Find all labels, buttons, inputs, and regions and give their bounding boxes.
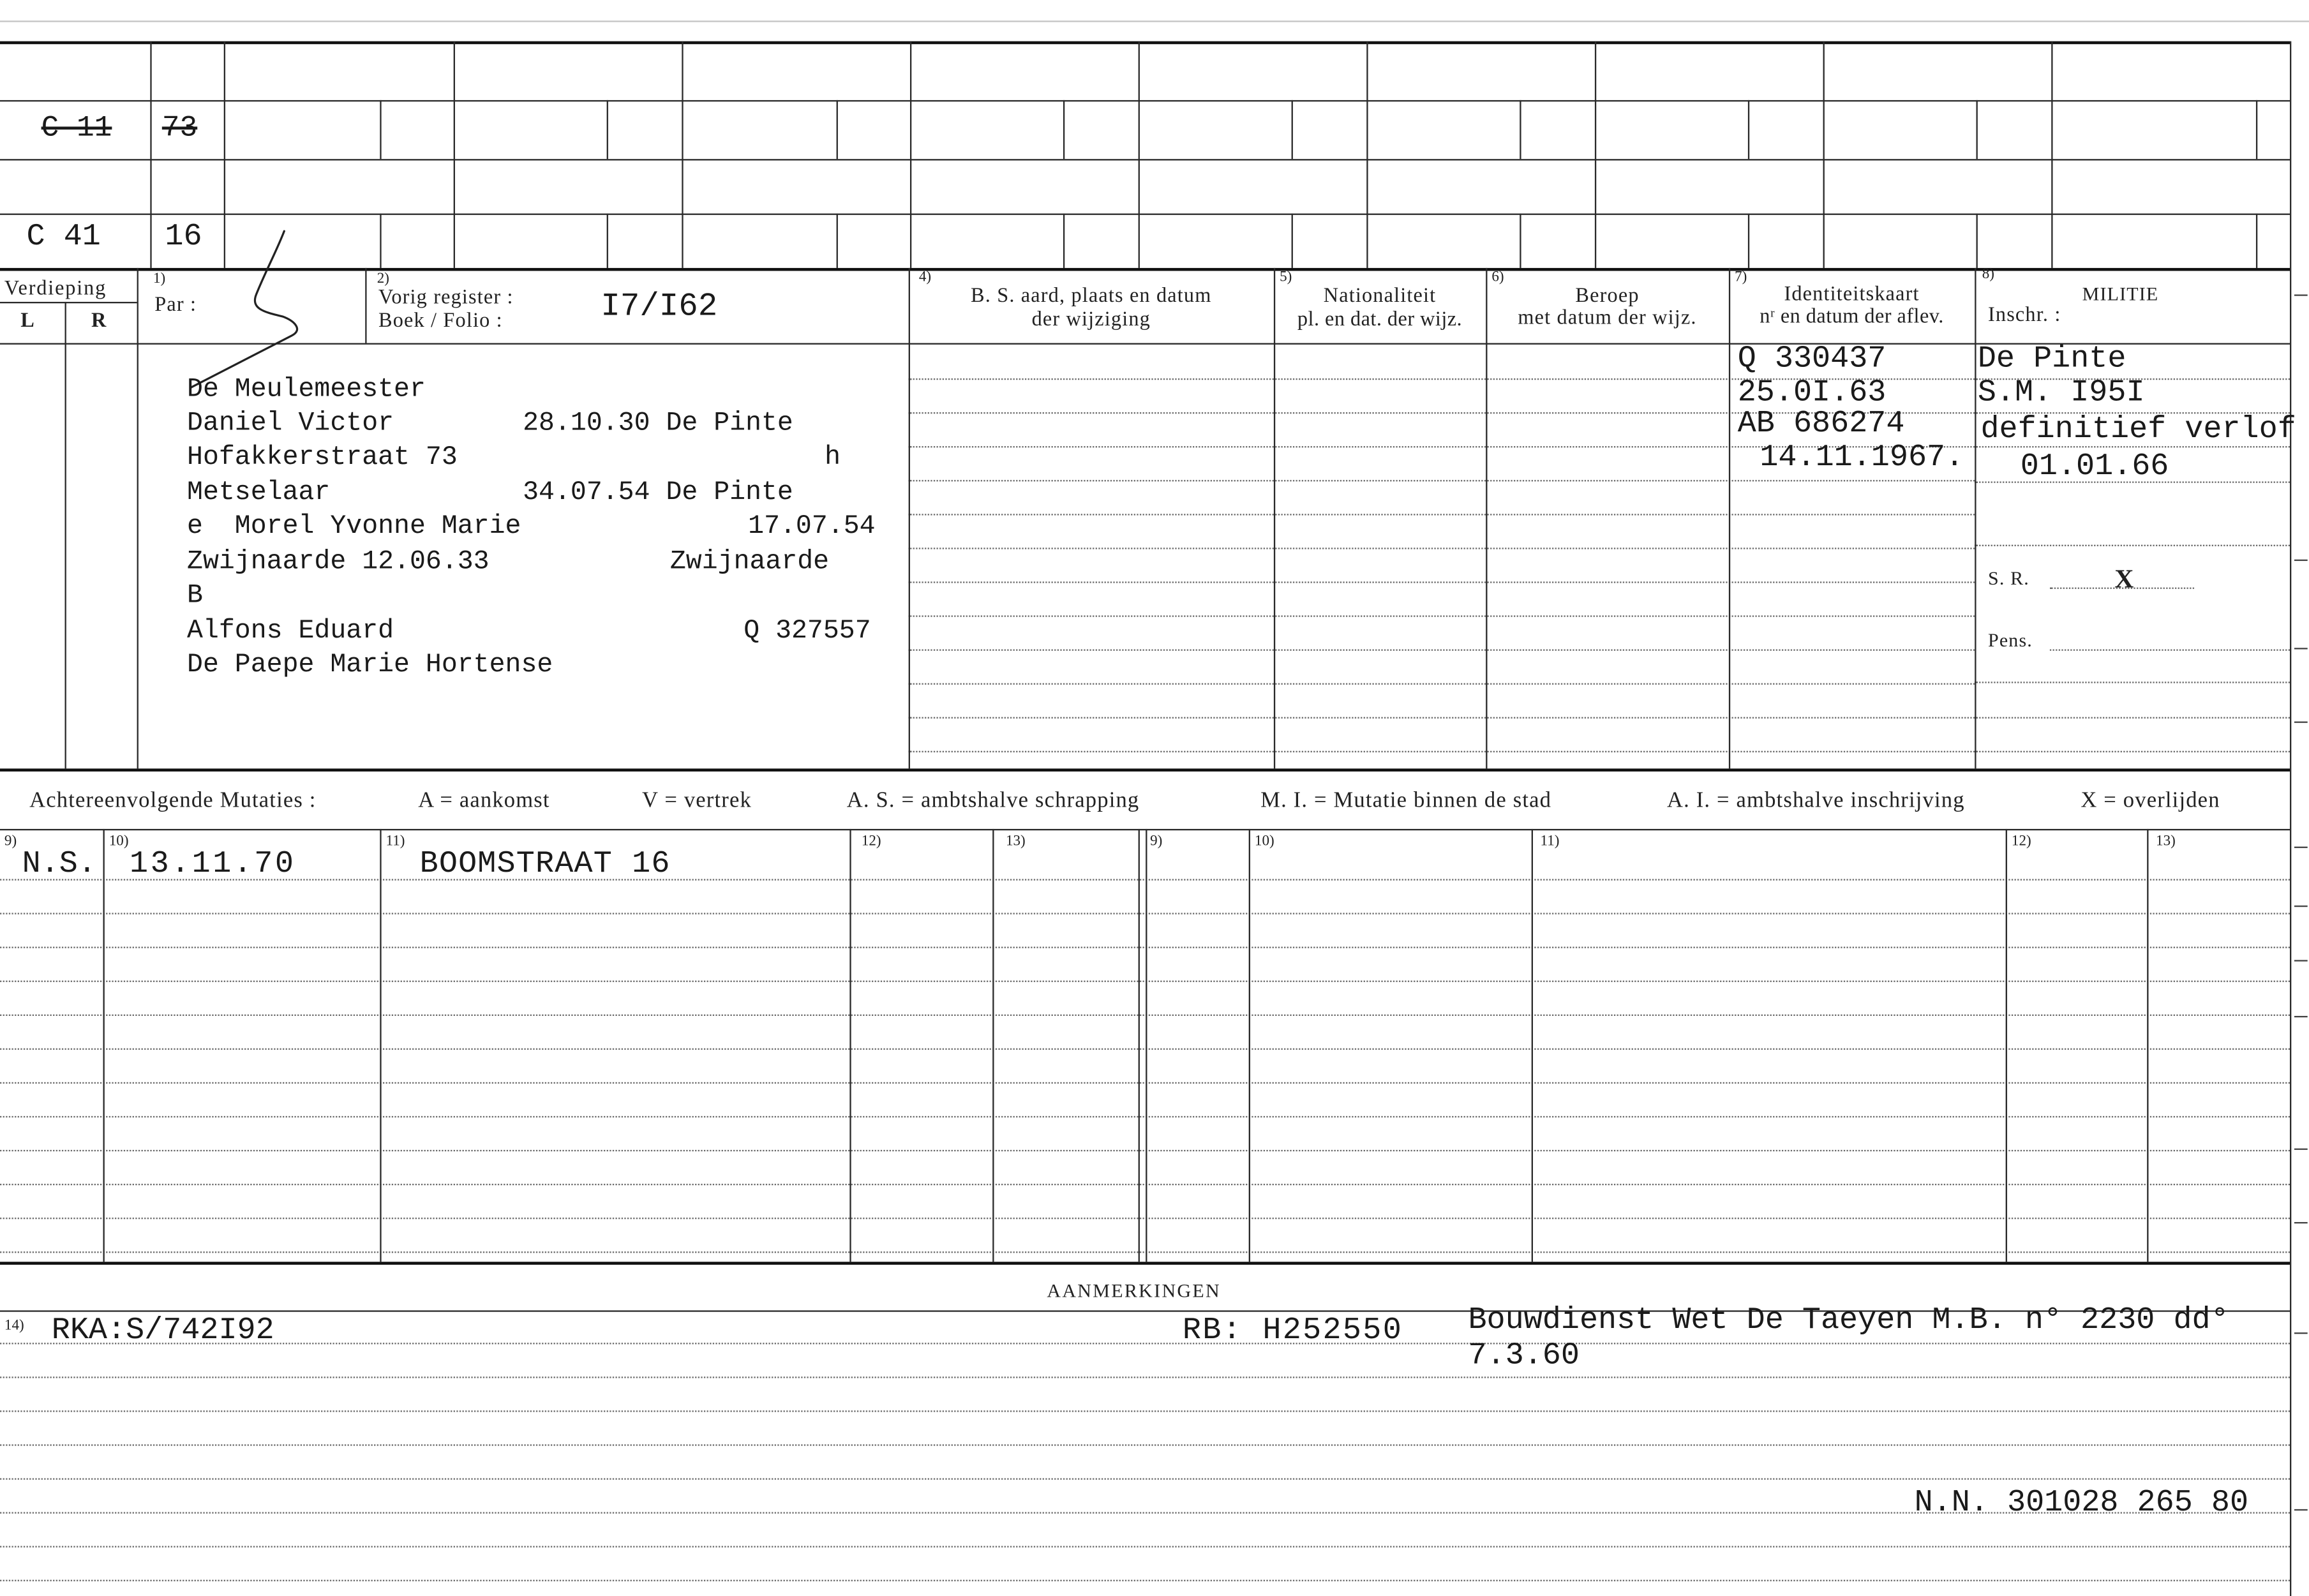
- rule-line: [0, 41, 2290, 45]
- rule-line: [0, 1580, 2290, 1581]
- spouse-birth-place-date: Zwijnaarde 12.06.33: [187, 548, 489, 578]
- rule-line: [103, 829, 105, 1262]
- spouse-date: 17.07.54: [748, 512, 876, 542]
- identity-card-number-2: AB 686274: [1737, 408, 1905, 442]
- rule-line: [909, 581, 1975, 583]
- rule-line: [1975, 268, 1976, 768]
- bs-header-line-2: der wijziging: [1031, 309, 1151, 332]
- legend-ambtshalve-inschrijving: A. I. = ambtshalve inschrijving: [1666, 789, 1965, 813]
- identity-card-number: Q 330437: [1737, 343, 1887, 377]
- struck-register-ref: C 11: [41, 112, 112, 146]
- rule-line: [2051, 41, 2052, 268]
- militie-status: definitief verlof: [1980, 414, 2296, 448]
- rule-line: [0, 913, 2290, 914]
- rule-line: [1532, 829, 1533, 1262]
- rule-line: [1748, 100, 1749, 159]
- rule-line: [65, 302, 66, 768]
- rule-line: [380, 214, 381, 268]
- rule-line: [0, 1015, 2290, 1016]
- rule-line: [1146, 829, 1147, 1262]
- militie-header: MILITIE: [2082, 282, 2159, 305]
- rule-line: [2294, 1509, 2308, 1510]
- rule-line: [0, 214, 2290, 215]
- rule-line: [910, 41, 911, 268]
- mutations-title: Achtereenvolgende Mutaties :: [29, 789, 317, 813]
- bs-header-line-1: B. S. aard, plaats en datum: [971, 285, 1212, 308]
- rule-line: [0, 1251, 2290, 1253]
- identiteitskaart-header-line-1: Identiteitskaart: [1784, 284, 1920, 306]
- rule-line: [2294, 1016, 2308, 1017]
- field-1-number: 1): [153, 271, 166, 287]
- remark-national-number: N.N. 301028 265 80: [1914, 1487, 2249, 1521]
- rule-line: [0, 1048, 2290, 1050]
- rule-line: [2256, 214, 2257, 268]
- remark-rb: RB: H252550: [1182, 1315, 1403, 1349]
- rule-line: [0, 343, 2290, 345]
- rule-line: [2294, 906, 2308, 907]
- rule-line: [2006, 829, 2007, 1262]
- rule-line: [607, 214, 608, 268]
- person-address: Hofakkerstraat 73: [187, 443, 458, 473]
- rule-line: [1520, 100, 1521, 159]
- legend-aankomst: A = aankomst: [418, 789, 550, 813]
- rule-line: [0, 268, 2290, 271]
- rule-line: [0, 947, 2290, 948]
- remark-rka: RKA:S/742I92: [51, 1315, 274, 1349]
- rule-line: [0, 1410, 2290, 1412]
- legend-mutatie-binnen-stad: M. I. = Mutatie binnen de stad: [1260, 789, 1552, 813]
- handwritten-mark: [177, 221, 324, 398]
- mutation-col-12: 12): [861, 833, 881, 850]
- rule-line: [1063, 214, 1065, 268]
- rule-line: [837, 100, 838, 159]
- person-code: B: [187, 581, 203, 611]
- person-profession: Metselaar: [187, 478, 331, 508]
- field-4-number: 4): [918, 269, 932, 286]
- rule-line: [2294, 1149, 2308, 1150]
- rule-line: [150, 41, 151, 268]
- person-given-names: Daniel Victor: [187, 409, 394, 439]
- vorig-register-value: I7/I62: [601, 288, 718, 325]
- rule-line: [1823, 41, 1825, 268]
- sr-label: S. R.: [1987, 567, 2029, 589]
- verdieping-l-label: L: [20, 310, 36, 333]
- rule-line: [0, 1343, 2290, 1344]
- rule-line: [380, 829, 381, 1262]
- sr-value: X: [2114, 563, 2134, 593]
- mother-name: De Paepe Marie Hortense: [187, 650, 553, 680]
- rule-line: [992, 829, 994, 1262]
- rule-line: [1366, 41, 1368, 268]
- remark-bouwdienst: Bouwdienst Wet De Taeyen M.B. n° 2230 dd°: [1468, 1304, 2229, 1339]
- rule-line: [909, 480, 1975, 481]
- rule-line: [0, 1184, 2290, 1185]
- par-label: Par :: [154, 294, 197, 317]
- boek-folio-label: Boek / Folio :: [378, 310, 503, 333]
- rule-line: [0, 1082, 2290, 1084]
- rule-line: [0, 1150, 2290, 1151]
- mutation-col-12-right: 12): [2011, 833, 2031, 850]
- mutation-col-9-right: 9): [1150, 833, 1163, 850]
- mutation-col-10: 10): [108, 833, 129, 850]
- beroep-header-line-1: Beroep: [1575, 285, 1640, 308]
- pens-label: Pens.: [1987, 629, 2033, 651]
- verdieping-label: Verdieping: [4, 278, 107, 301]
- rule-line: [607, 100, 608, 159]
- rule-line: [2294, 1332, 2308, 1334]
- rule-line: [0, 768, 2290, 772]
- rule-line: [909, 751, 1975, 752]
- rule-line: [380, 100, 381, 159]
- field-2-number: 2): [377, 271, 389, 287]
- field-6-number: 6): [1491, 269, 1504, 286]
- person-marker: h: [825, 443, 841, 473]
- rule-line: [2294, 960, 2308, 961]
- rule-line: [909, 514, 1975, 515]
- rule-line: [909, 548, 1975, 549]
- spouse-name: e Morel Yvonne Marie: [187, 512, 521, 542]
- identity-card-date-2: 14.11.1967.: [1760, 442, 1964, 476]
- id-reference: Q 327557: [744, 616, 871, 646]
- remark-bouwdienst-date: 7.3.60: [1468, 1339, 1580, 1374]
- legend-ambtshalve-schrapping: A. S. = ambtshalve schrapping: [846, 789, 1140, 813]
- rule-line: [1729, 268, 1730, 768]
- rule-line: [1292, 100, 1293, 159]
- rule-line: [909, 268, 910, 768]
- beroep-header-line-2: met datum der wijz.: [1518, 308, 1697, 330]
- field-7-number: 7): [1735, 269, 1747, 286]
- mutation-date: 13.11.70: [130, 847, 296, 883]
- rule-line: [1975, 717, 2290, 719]
- nationaliteit-header-line-2: pl. en dat. der wijz.: [1297, 309, 1463, 332]
- person-birth-date-place: 28.10.30 De Pinte: [523, 409, 793, 439]
- inschr-label: Inschr. :: [1987, 304, 2061, 327]
- rule-line: [0, 1376, 2290, 1378]
- legend-vertrek: V = vertrek: [642, 789, 752, 813]
- mutation-col-11-right: 11): [1540, 833, 1560, 850]
- rule-line: [2147, 829, 2148, 1262]
- militie-place: De Pinte: [1977, 343, 2126, 377]
- rule-line: [1975, 751, 2290, 752]
- rule-line: [1520, 214, 1521, 268]
- rule-line: [2294, 648, 2308, 649]
- struck-register-number: 73: [161, 112, 198, 146]
- rule-line: [2294, 722, 2308, 723]
- rule-line: [1139, 41, 1140, 268]
- rule-line: [682, 41, 683, 268]
- rule-line: [0, 1546, 2290, 1548]
- rule-line: [2050, 649, 2290, 650]
- rule-line: [1139, 829, 1140, 1262]
- rule-line: [2294, 294, 2308, 295]
- rule-line: [0, 1116, 2290, 1117]
- rule-line: [2294, 560, 2308, 561]
- father-name: Alfons Eduard: [187, 616, 394, 646]
- rule-line: [1274, 268, 1275, 768]
- militie-date: 01.01.66: [2020, 451, 2169, 485]
- rule-line: [0, 1218, 2290, 1219]
- marriage-date-place: 34.07.54 De Pinte: [523, 478, 793, 508]
- identity-card-date: 25.0I.63: [1737, 377, 1887, 411]
- mutation-col-11: 11): [385, 833, 405, 850]
- rule-line: [1748, 214, 1749, 268]
- rule-line: [2294, 847, 2308, 848]
- militie-class: S.M. I95I: [1977, 377, 2145, 411]
- rule-line: [909, 615, 1975, 616]
- rule-line: [0, 1262, 2290, 1265]
- rule-line: [0, 1478, 2290, 1479]
- mutation-type: N.S.: [22, 847, 96, 883]
- nationaliteit-header-line-1: Nationaliteit: [1323, 285, 1437, 308]
- rule-line: [1063, 100, 1065, 159]
- spouse-place: Zwijnaarde: [669, 548, 830, 578]
- rule-line: [0, 981, 2290, 982]
- field-5-number: 5): [1280, 269, 1292, 286]
- rule-line: [0, 302, 137, 303]
- rule-line: [2290, 41, 2291, 1596]
- rule-line: [0, 100, 2290, 101]
- rule-line: [2256, 100, 2257, 159]
- rule-line: [0, 20, 2309, 22]
- rule-line: [1292, 214, 1293, 268]
- person-surname: De Meulemeester: [187, 375, 426, 405]
- rule-line: [849, 829, 851, 1262]
- field-8-number: 8): [1982, 266, 1995, 283]
- rule-line: [1486, 268, 1487, 768]
- verdieping-r-label: R: [91, 310, 107, 333]
- rule-line: [1975, 682, 2290, 683]
- rule-line: [1595, 41, 1596, 268]
- rule-line: [1976, 100, 1978, 159]
- vorig-register-label: Vorig register :: [378, 287, 514, 310]
- rule-line: [137, 268, 138, 768]
- rule-line: [454, 41, 455, 268]
- identiteitskaart-header-line-2: nʳ en datum der aflev.: [1760, 306, 1944, 329]
- rule-line: [0, 1444, 2290, 1445]
- rule-line: [1976, 214, 1978, 268]
- rule-line: [1249, 829, 1250, 1262]
- rule-line: [0, 879, 2290, 880]
- mutation-col-9: 9): [4, 833, 17, 850]
- rule-line: [0, 159, 2290, 160]
- rule-line: [909, 683, 1975, 685]
- mutation-col-13-right: 13): [2156, 833, 2176, 850]
- mutation-col-13: 13): [1005, 833, 1026, 850]
- mutation-address: BOOMSTRAAT 16: [419, 847, 671, 883]
- mutation-col-10-right: 10): [1254, 833, 1274, 850]
- rule-line: [0, 829, 2290, 830]
- register-number: 16: [165, 221, 202, 255]
- rule-line: [837, 214, 838, 268]
- rule-line: [909, 649, 1975, 650]
- field-14-number: 14): [4, 1317, 24, 1334]
- register-ref: C 41: [26, 221, 101, 255]
- rule-line: [1975, 545, 2290, 546]
- rule-line: [909, 717, 1975, 719]
- rule-line: [365, 268, 366, 343]
- rule-line: [2294, 1222, 2308, 1223]
- legend-overlijden: X = overlijden: [2081, 789, 2220, 813]
- remarks-title: AANMERKINGEN: [1047, 1279, 1222, 1302]
